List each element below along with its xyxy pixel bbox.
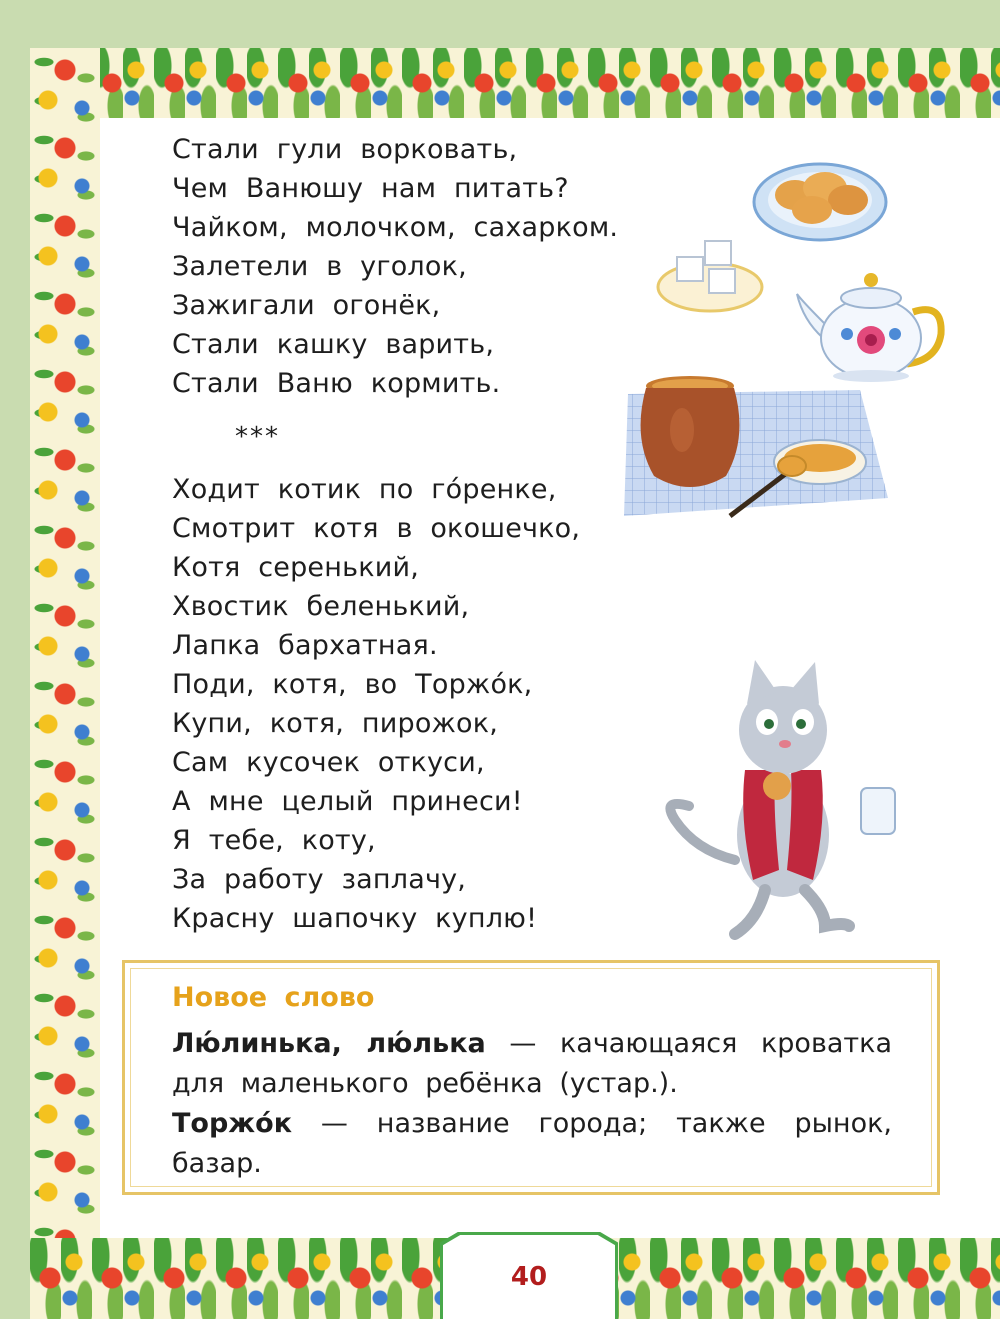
teapot-illustration [795, 262, 950, 387]
poem-line: Ходит котик по гóренке, [172, 474, 557, 505]
ornament-border-left [30, 48, 100, 1319]
poem-line: Залетели в уголок, [172, 251, 467, 282]
definition-torzhok [172, 1104, 892, 1184]
poem-line: Лапка бархатная. [172, 630, 438, 661]
poem-line: Красну шапочку куплю! [172, 903, 538, 934]
poem-line: Стали кашку варить, [172, 329, 495, 360]
poem-separator: *** [235, 422, 280, 452]
poem-line: А мне целый принеси! [172, 786, 523, 817]
definition-text: — название города; также рынок, базар. [172, 1108, 892, 1179]
poem-line: Хвостик беленький, [172, 591, 470, 622]
poem-line: Чайком, молочком, сахарком. [172, 212, 619, 243]
new-word-title: Новое слово [172, 982, 375, 1013]
poem-line: Зажигали огонёк, [172, 290, 441, 321]
porridge-pot-illustration [620, 370, 890, 520]
buns-plate-illustration [750, 150, 890, 245]
definition-term: Торжóк [172, 1108, 293, 1139]
poem-line: Стали гули ворковать, [172, 134, 518, 165]
cat-illustration [665, 660, 910, 940]
poem-part-1 [172, 130, 618, 403]
definition-text: — качающаяся кроватка для маленького ребёнка (устар.). [172, 1028, 892, 1099]
poem-line: Чем Ванюшу нам питать? [172, 173, 569, 204]
poem-line: Сам кусочек откуси, [172, 747, 485, 778]
poem-line: Стали Ваню кормить. [172, 368, 501, 399]
sugar-saucer-illustration [655, 235, 765, 315]
page-number: 40 [510, 1262, 548, 1292]
definition-lyulka [172, 1024, 892, 1104]
poem-line: Смотрит котя в окошечко, [172, 513, 581, 544]
poem-line: Котя серенький, [172, 552, 419, 583]
poem-part-2 [172, 470, 580, 938]
poem-line: Я тебе, коту, [172, 825, 376, 856]
poem-line: За работу заплачу, [172, 864, 467, 895]
poem-line: Купи, котя, пирожок, [172, 708, 499, 739]
ornament-border-top [30, 48, 1000, 118]
poem-line: Поди, котя, во Торжóк, [172, 669, 533, 700]
definition-term: Лю́линька, лю́лька [172, 1028, 486, 1059]
